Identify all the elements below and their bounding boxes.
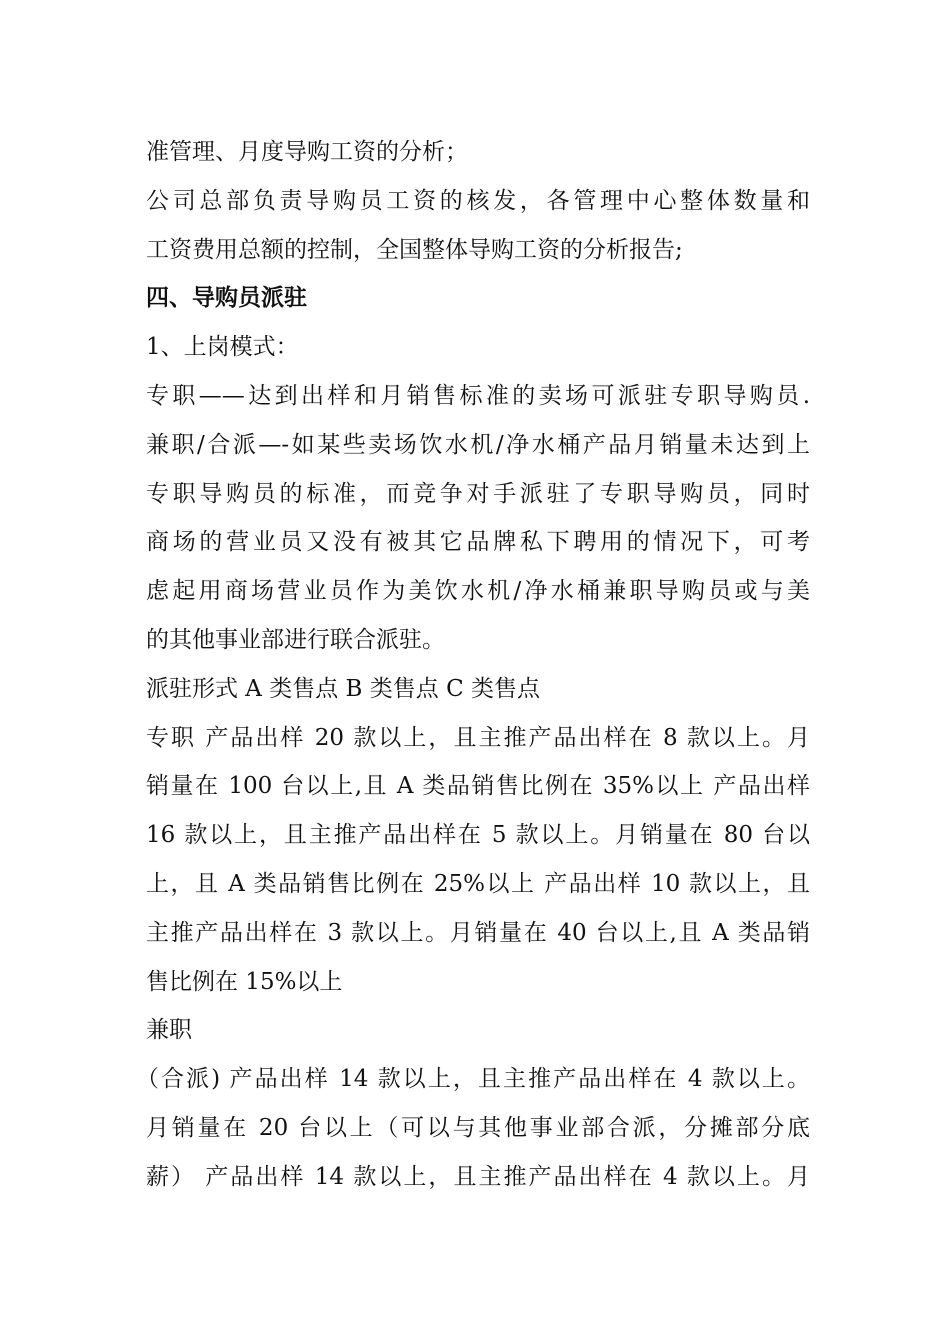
text-line-13: 专职 产品出样 20 款以上，且主推产品出样在 8 款以上。月	[146, 724, 810, 751]
text-line-2: 公司总部负责导购员工资的核发，各管理中心整体数量和	[146, 187, 810, 214]
document-body	[136, 128, 810, 1202]
text-line-3: 工资费用总额的控制，全国整体导购工资的分析报告;	[146, 236, 683, 263]
text-line-1: 准管理、月度导购工资的分析；	[146, 139, 468, 165]
text-line-9: 商场的营业员又没有被其它品牌私下聘用的情况下，可考	[146, 529, 810, 556]
text-line-18: 售比例在 15%以上	[146, 968, 343, 995]
text-line-16: 上，且 A 类品销售比例在 25%以上 产品出样 10 款以上，且	[146, 870, 810, 897]
text-line-8: 专职导购员的标准，而竞争对手派驻了专职导购员，同时	[146, 480, 810, 507]
text-line-15: 16 款以上，且主推产品出样在 5 款以上。月销量在 80 台以	[146, 822, 810, 849]
table-header-line: 派驻形式 A 类售点 B 类售点 C 类售点	[146, 675, 540, 702]
text-line-14: 销量在 100 台以上,且 A 类品销售比例在 35%以上 产品出样	[146, 773, 810, 800]
text-line-6: 专职——达到出样和月销售标准的卖场可派驻专职导购员.	[146, 382, 810, 409]
text-line-10: 虑起用商场营业员作为美饮水机/净水桶兼职导购员或与美	[146, 578, 810, 605]
section-heading: 四、导购员派驻	[146, 284, 307, 312]
text-line-22: 薪） 产品出样 14 款以上，且主推产品出样在 4 款以上。月	[146, 1163, 810, 1190]
text-line-19: 兼职	[146, 1017, 192, 1044]
text-line-17: 主推产品出样在 3 款以上。月销量在 40 台以上,且 A 类品销	[146, 919, 810, 946]
text-line-21: 月销量在 20 台以上（可以与其他事业部合派，分摊部分底	[146, 1114, 810, 1141]
text-line-11: 的其他事业部进行联合派驻。	[146, 626, 445, 653]
subsection-heading: 1、上岗模式：	[146, 334, 299, 361]
text-line-7: 兼职/合派—-如某些卖场饮水机/净水桶产品月销量未达到上	[146, 431, 810, 458]
text-line-20: （合派) 产品出样 14 款以上，且主推产品出样在 4 款以上。	[136, 1066, 810, 1093]
